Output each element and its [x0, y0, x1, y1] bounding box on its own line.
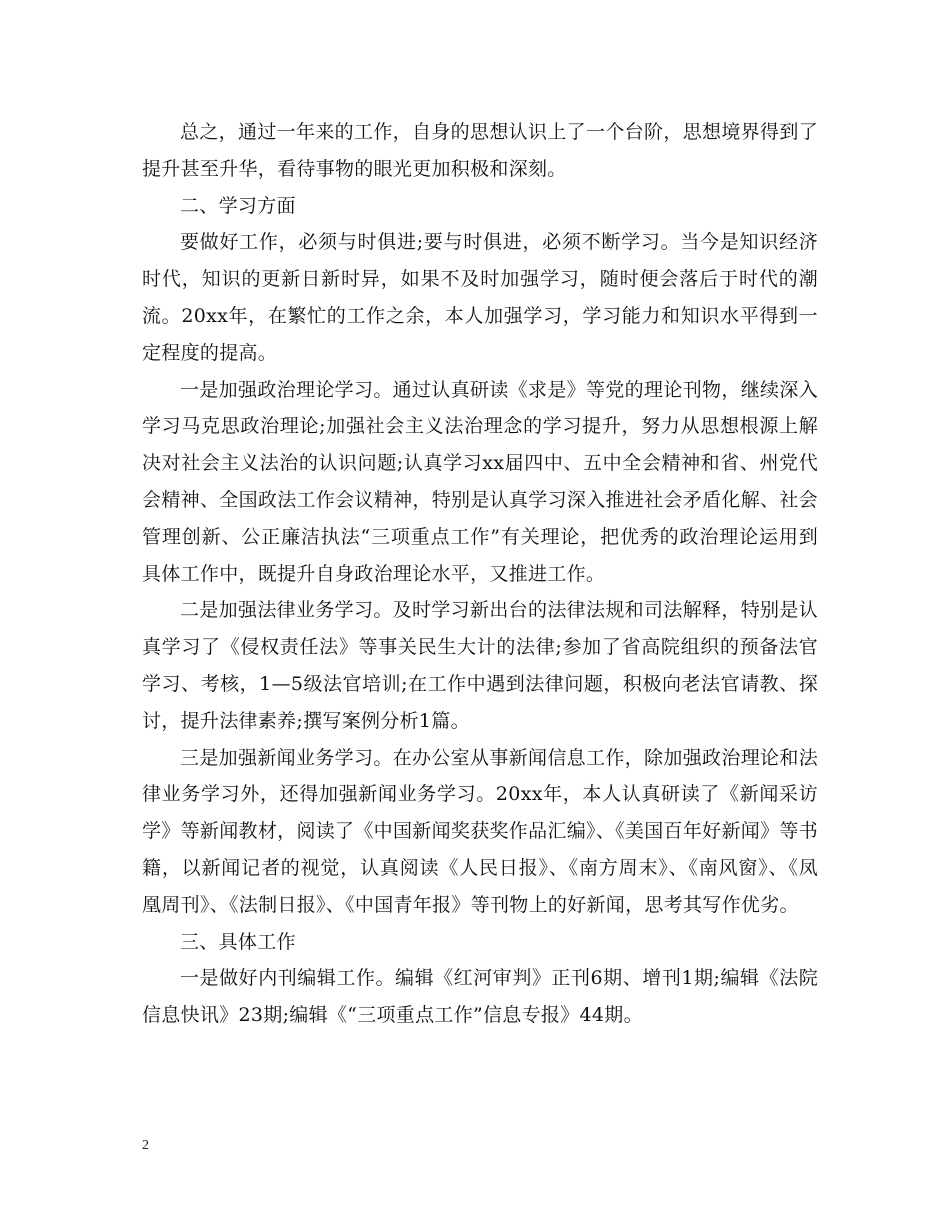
- paragraph-political-theory: 一是加强政治理论学习。通过认真研读《求是》等党的理论刊物，继续深入学习马克思政治理论;加强社会主义法治理念的学习提升，努力从思想根源上解决对社会主义法治的认识问题;认真学习xx届四中、五中全会精神和省、州党代会精神、全国政法工作会议精神，特别是认真学习深入推进社会矛盾化解、社会管理创新、公正廉洁执法“三项重点工作”有关理论，把优秀的政治理论运用到具体工作中，既提升自身政治理论水平，又推进工作。: [142, 378, 818, 585]
- paragraph-study-intro: 要做好工作，必须与时俱进;要与时俱进，必须不断学习。当今是知识经济时代，知识的更新日新时异，如果不及时加强学习，随时便会落后于时代的潮流。20xx年，在繁忙的工作之余，本人加强学习，学习能力和知识水平得到一定程度的提高。: [142, 231, 818, 364]
- section-heading-work: 三、具体工作: [180, 930, 296, 953]
- section-heading-study: 二、学习方面: [180, 194, 296, 217]
- page-number: 2: [142, 1138, 149, 1153]
- document-body: [142, 114, 818, 1034]
- paragraph-legal-study: 二是加强法律业务学习。及时学习新出台的法律法规和司法解释，特别是认真学习了《侵权责任法》等事关民生大计的法律;参加了省高院组织的预备法官学习、考核，1—5级法官培训;在工作中遇到法律问题，积极向老法官请教、探讨，提升法律素养;撰写案例分析1篇。: [142, 599, 818, 732]
- paragraph-editing-work: 一是做好内刊编辑工作。编辑《红河审判》正刊6期、增刊1期;编辑《法院信息快讯》23期;编辑《“三项重点工作”信息专报》44期。: [142, 967, 818, 1027]
- paragraph-summary: 总之，通过一年来的工作，自身的思想认识上了一个台阶，思想境界得到了提升甚至升华，看待事物的眼光更加积极和深刻。: [142, 121, 818, 180]
- paragraph-news-study: 三是加强新闻业务学习。在办公室从事新闻信息工作，除加强政治理论和法律业务学习外，还得加强新闻业务学习。20xx年，本人认真研读了《新闻采访学》等新闻教材，阅读了《中国新闻奖获奖作品汇编》、《美国百年好新闻》等书籍，以新闻记者的视觉，认真阅读《人民日报》、《南方周末》、《南风窗》、《凤凰周刊》、《法制日报》、《中国青年报》等刊物上的好新闻，思考其写作优劣。: [142, 746, 818, 916]
